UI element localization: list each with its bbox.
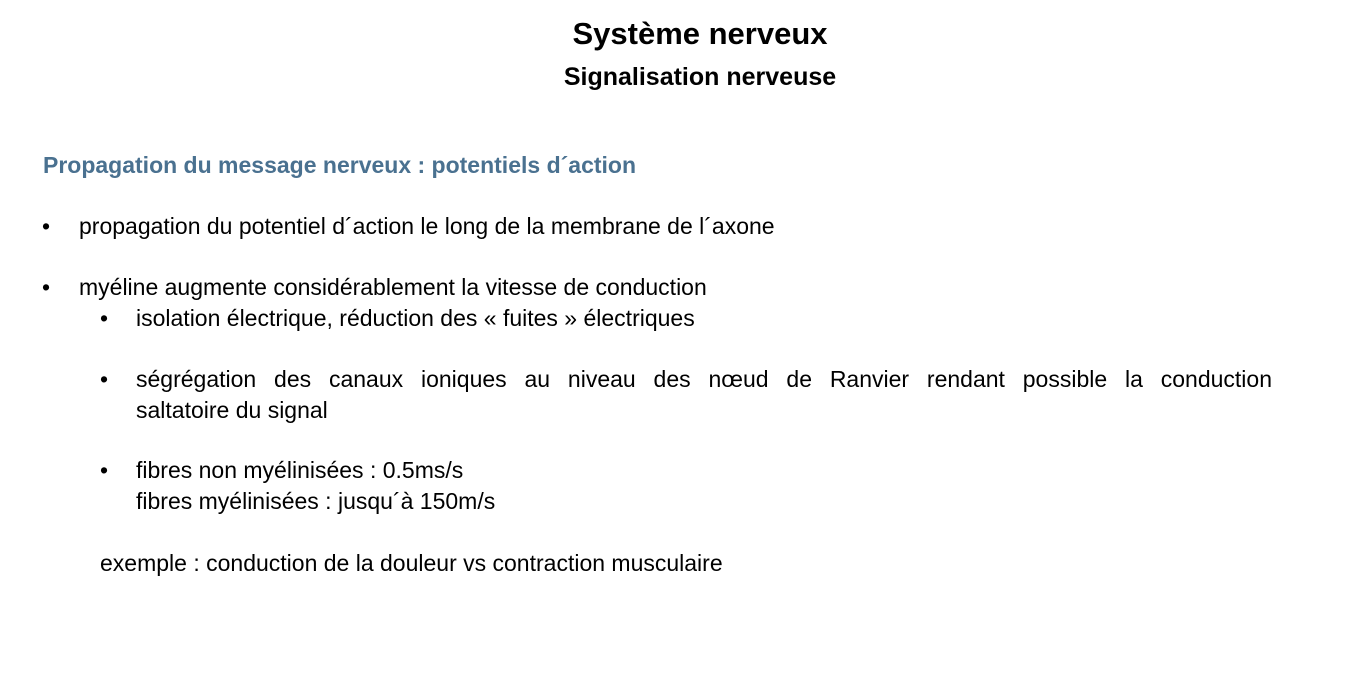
sub-list-item-text-line1: ségrégation des canaux ioniques au niveau des nœud de Ranvier rendant possible la conduction	[136, 366, 1272, 392]
slide-title: Système nerveux	[572, 16, 828, 51]
sub-list-item-text: isolation électrique, réduction des « fuites » électriques	[136, 305, 695, 331]
list-item-text: myéline augmente considérablement la vitesse de conduction	[79, 274, 707, 300]
slide-subtitle: Signalisation nerveuse	[563, 63, 837, 91]
bullet-icon: •	[100, 366, 109, 392]
section-heading: Propagation du message nerveux : potentiels d´action	[43, 152, 637, 178]
bullet-icon: •	[42, 274, 51, 300]
sub-list-item-text-line2: saltatoire du signal	[136, 397, 328, 423]
list-item-text: propagation du potentiel d´action le long de la membrane de l´axone	[79, 213, 775, 239]
bullet-icon: •	[42, 213, 51, 239]
bullet-icon: •	[100, 457, 109, 483]
sub-list-item-text-line2: fibres myélinisées : jusqu´à 150m/s	[136, 488, 496, 514]
sub-list-item-text-line1: fibres non myélinisées : 0.5ms/s	[136, 457, 464, 483]
example-text: exemple : conduction de la douleur vs contraction musculaire	[100, 550, 723, 576]
bullet-icon: •	[100, 305, 109, 331]
